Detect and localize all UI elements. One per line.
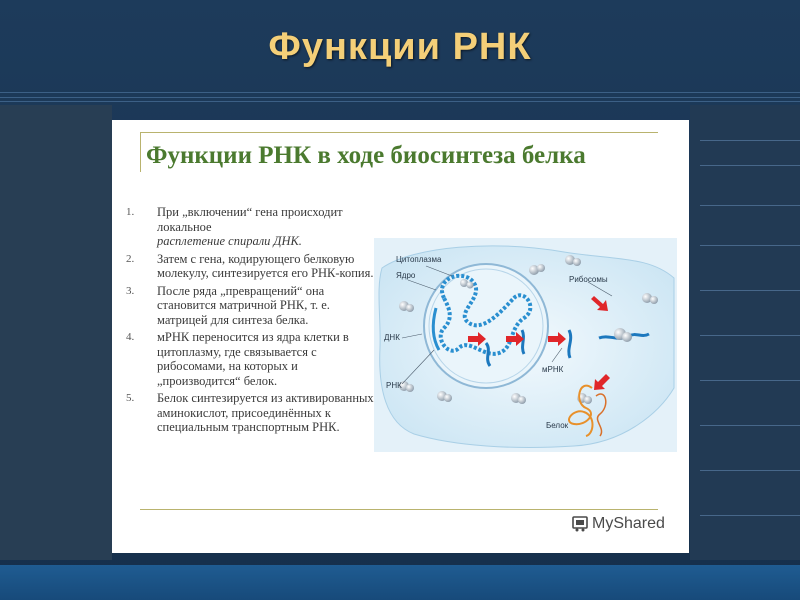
- card-title: Функции РНК в ходе биосинтеза белка: [146, 142, 586, 169]
- list-item: [126, 252, 376, 281]
- bg-stripe: [700, 515, 800, 516]
- rna-copy: [522, 330, 524, 354]
- step-text: Белок синтезируется из активированных аминокислот, присоединённых к специальным транспортным РНК.: [157, 391, 374, 434]
- logo-text: MyShared: [592, 515, 665, 532]
- step-text-italic: расплетение спирали ДНК.: [157, 234, 302, 248]
- step-number: 5.: [126, 392, 135, 404]
- bottom-band: [0, 565, 800, 600]
- bg-stripe: [700, 290, 800, 291]
- step-number: 4.: [126, 331, 135, 343]
- label-cytoplasm: Цитоплазма: [396, 255, 442, 264]
- bg-stripe: [700, 205, 800, 206]
- list-item: [126, 330, 376, 388]
- step-number: 1.: [126, 206, 135, 218]
- list-item: [126, 391, 376, 435]
- bg-stripe: [700, 425, 800, 426]
- label-rna: РНК: [386, 381, 402, 390]
- step-text: При „включении“ гена происходит локальное: [157, 205, 343, 234]
- content-card: [112, 120, 689, 553]
- label-dna: ДНК: [384, 333, 400, 342]
- list-item: [126, 205, 376, 249]
- divider: [140, 509, 658, 510]
- step-number: 2.: [126, 252, 135, 265]
- bg-stripe: [700, 245, 800, 246]
- myshared-logo: [572, 515, 665, 533]
- mrna-strand: [569, 330, 571, 358]
- bg-stripe: [0, 92, 800, 93]
- steps-list: [126, 205, 376, 438]
- step-number: 3.: [126, 284, 135, 297]
- left-panel: [0, 105, 112, 560]
- slide-title: Функции РНК: [268, 26, 532, 68]
- label-ribosomes: Рибосомы: [569, 275, 608, 284]
- bg-stripe: [700, 380, 800, 381]
- myshared-logo-icon: [572, 516, 588, 532]
- bg-stripe: [700, 140, 800, 141]
- step-text: Затем с гена, кодирующего белковую молекулу, синтезируется его РНК-копия.: [157, 251, 374, 280]
- bg-stripe: [0, 101, 800, 102]
- step-text: мРНК переносится из ядра клетки в цитоплазму, где связывается с рибосомами, на которых и „производится“ белок.: [157, 330, 349, 388]
- divider: [140, 132, 141, 172]
- bg-stripe: [700, 335, 800, 336]
- bg-stripe: [700, 470, 800, 471]
- protein-synthesis-diagram: [374, 238, 677, 452]
- list-item: [126, 284, 376, 328]
- label-protein: Белок: [546, 421, 569, 430]
- label-mrna: мРНК: [542, 365, 564, 374]
- right-panel: [690, 105, 800, 560]
- bg-stripe: [700, 165, 800, 166]
- bg-stripe: [0, 97, 800, 98]
- label-nucleus: Ядро: [396, 271, 416, 280]
- divider: [140, 132, 658, 133]
- step-text: После ряда „превращений“ она становится матричной РНК, т. е. матрицей для синтеза белка.: [157, 283, 330, 327]
